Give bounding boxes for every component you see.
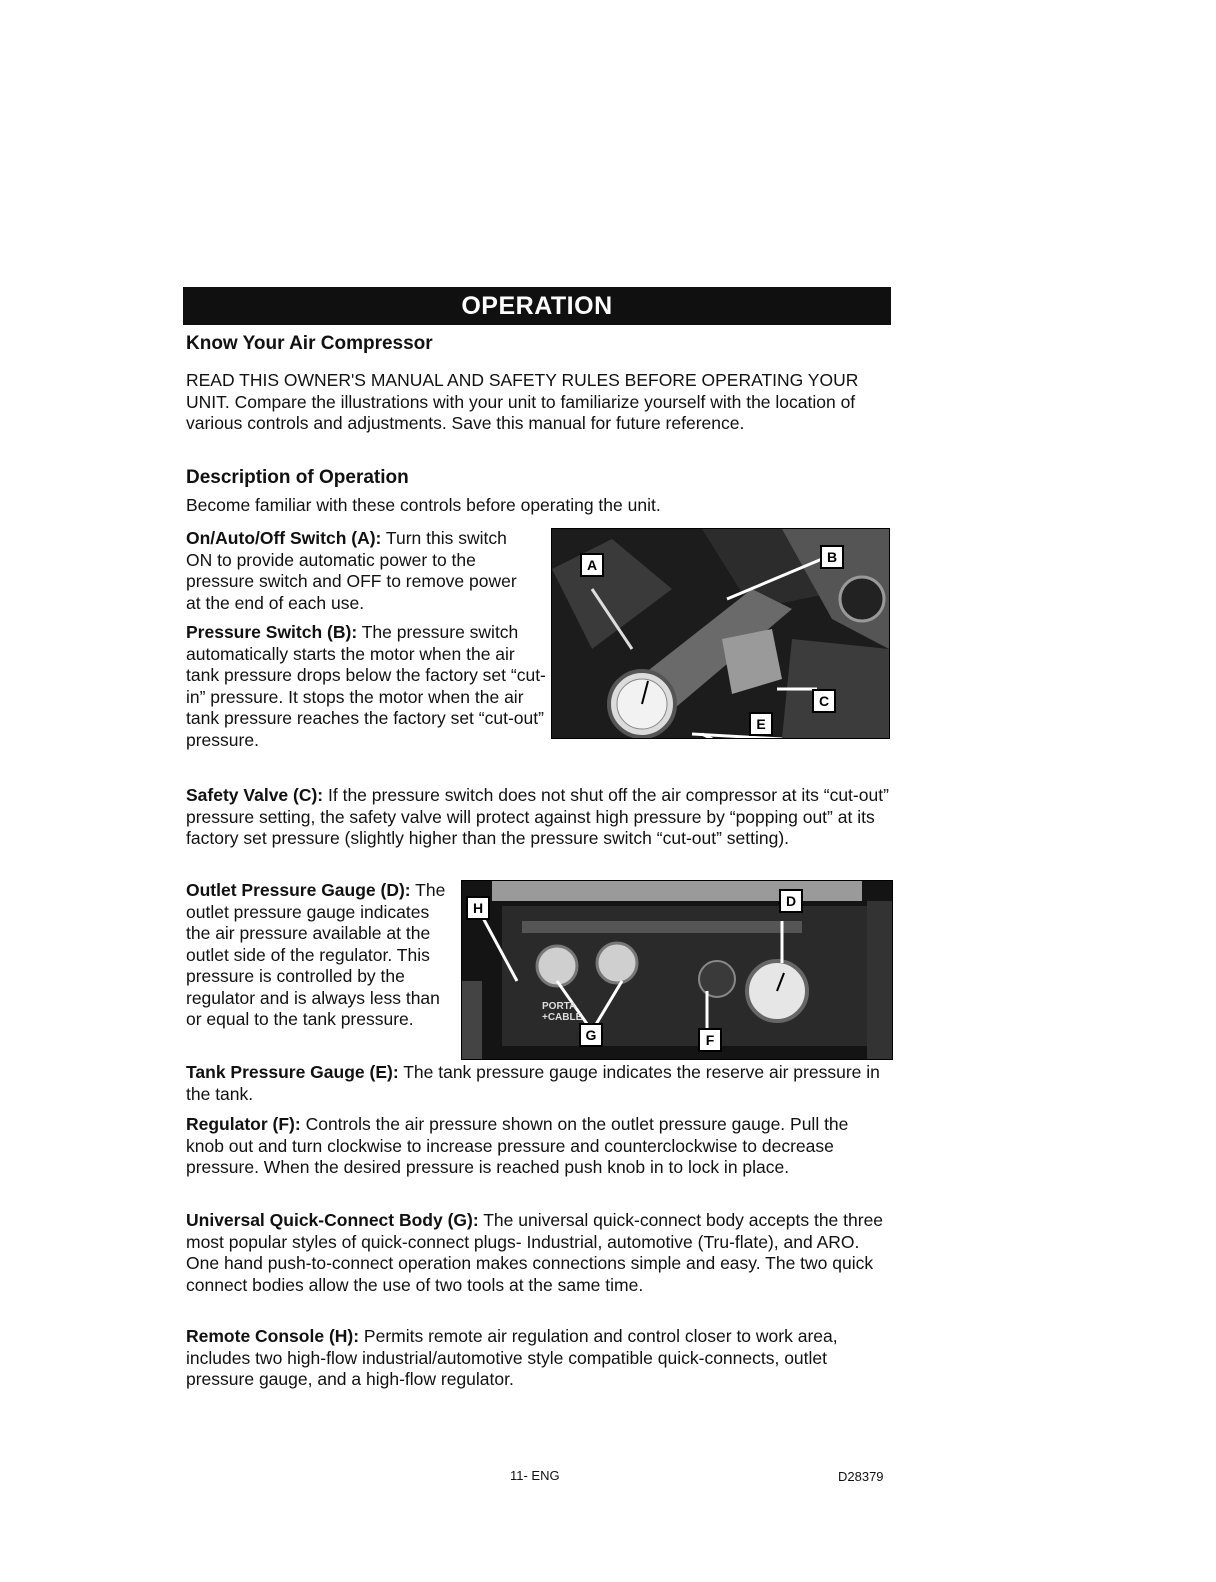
callout-d: D — [779, 889, 803, 913]
pressure-switch-description — [186, 622, 548, 751]
quick-connect-description — [186, 1210, 890, 1296]
outlet-gauge-label: Outlet Pressure Gauge (D): — [186, 880, 411, 900]
callout-e: E — [749, 712, 773, 736]
tank-gauge-label: Tank Pressure Gauge (E): — [186, 1062, 399, 1082]
switch-text: Turn this switch ON to provide automatic power to the pressure switch and OFF to remove power at the end of each use. — [186, 528, 517, 613]
heading-description-of-operation: Description of Operation — [186, 467, 409, 488]
remote-console-label: Remote Console (H): — [186, 1326, 360, 1346]
regulator-label: Regulator (F): — [186, 1114, 301, 1134]
document-id: D28379 — [838, 1469, 884, 1484]
quick-connect-text: The universal quick-connect body accepts the three most popular styles of quick-connect plugs- Industrial, automotive (Tru-flate), and ARO. One hand push-to-connect operation makes connections simple and easy. The two quick connect bodies allow the use of two tools at the same time. — [186, 1210, 884, 1295]
remote-console-text: Permits remote air regulation and control closer to work area, includes two high-flow industrial/automotive style compatible quick-connects, outlet pressure gauge, and a high-flow regulator. — [186, 1326, 838, 1389]
regulator-description — [186, 1114, 890, 1179]
tank-gauge-text: The tank pressure gauge indicates the reserve air pressure in the tank. — [186, 1062, 880, 1104]
callout-a: A — [580, 553, 604, 577]
intro-paragraph: READ THIS OWNER'S MANUAL AND SAFETY RULES BEFORE OPERATING YOUR UNIT. Compare the illustrations with your unit to familiarize yourself with the location of various controls and adjustments. Save this manual for future reference. — [186, 370, 859, 433]
compressor-controls-photo — [551, 528, 890, 739]
regulator-text: Controls the air pressure shown on the outlet pressure gauge. Pull the knob out and turn clockwise to increase pressure and counterclockwise to decrease pressure. When the desired pressure is reached push knob in to lock in place. — [186, 1114, 849, 1177]
outlet-gauge-description — [186, 880, 454, 1031]
heading-know-your-compressor: Know Your Air Compressor — [186, 333, 433, 354]
callout-f: F — [698, 1028, 722, 1052]
callout-b: B — [820, 545, 844, 569]
switch-description — [186, 528, 526, 614]
control-panel-photo — [461, 880, 893, 1060]
page-number: 11- ENG — [510, 1468, 560, 1483]
pressure-switch-text: The pressure switch automatically starts the motor when the air tank pressure drops below the factory set “cut-in” pressure. It stops the motor when the air tank pressure reaches the factory set “cut-out” pressure. — [186, 622, 546, 750]
description-intro: Become familiar with these controls before operating the unit. — [186, 495, 661, 515]
safety-valve-text: If the pressure switch does not shut off the air compressor at its “cut-out” pressure setting, the safety valve will protect against high pressure by “popping out” at its factory set pressure (slightly higher than the pressure switch “cut-out” setting). — [186, 785, 889, 848]
callout-g: G — [579, 1023, 603, 1047]
outlet-gauge-text: The outlet pressure gauge indicates the air pressure available at the outlet side of the regulator. This pressure is controlled by the regulator and is always less than or equal to the tank pressure. — [186, 880, 446, 1029]
callout-h: H — [466, 896, 490, 920]
panel-brand-text: PORTA +CABLE — [542, 1001, 583, 1023]
section-banner: OPERATION — [183, 287, 891, 325]
remote-console-description — [186, 1326, 890, 1391]
switch-label: On/Auto/Off Switch (A): — [186, 528, 382, 548]
quick-connect-label: Universal Quick-Connect Body (G): — [186, 1210, 479, 1230]
callout-c: C — [812, 689, 836, 713]
pressure-switch-label: Pressure Switch (B): — [186, 622, 358, 642]
safety-valve-label: Safety Valve (C): — [186, 785, 324, 805]
tank-gauge-description — [186, 1062, 890, 1105]
safety-valve-description — [186, 785, 890, 850]
control-panel-art — [462, 881, 892, 1059]
